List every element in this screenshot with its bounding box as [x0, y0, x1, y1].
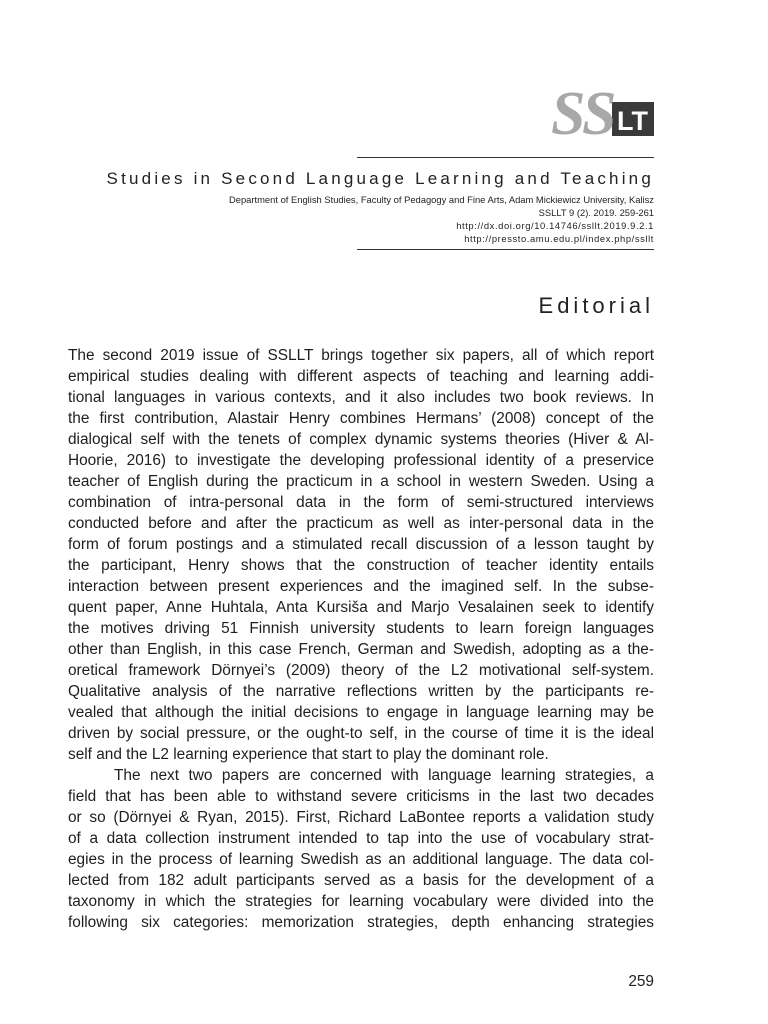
- text-line: field that has been able to withstand severe criticisms in the last two decades: [68, 788, 654, 805]
- section-title: Editorial: [538, 293, 654, 318]
- journal-url[interactable]: http://pressto.amu.edu.pl/index.php/ssllt: [464, 233, 654, 244]
- logo-lt-glyphs: LT: [617, 106, 648, 136]
- header-rule-bottom: [357, 249, 654, 250]
- text-line: The next two papers are concerned with language learning strategies, a: [114, 767, 654, 784]
- text-line: lected from 182 adult participants served as a basis for the development of a: [68, 872, 654, 889]
- text-line: interaction between present experiences and the imagined self. In the subse-: [68, 578, 654, 595]
- text-line: tional languages in various contexts, and it also includes two book reviews. In: [68, 389, 654, 406]
- logo-s-glyph-1: S: [551, 82, 586, 146]
- text-line: the motives driving 51 Finnish university students to learn foreign languages: [68, 620, 654, 637]
- text-line: The second 2019 issue of SSLLT brings together six papers, all of which report: [68, 347, 654, 364]
- text-line: of a data collection instrument intended to tap into the use of vocabulary strat-: [68, 830, 654, 847]
- ssllt-logo: [548, 82, 656, 146]
- editorial-body: [68, 345, 654, 933]
- text-line: empirical studies dealing with different aspects of teaching and learning addi-: [68, 368, 654, 385]
- text-line: driven by social pressure, or the ought-to self, in the course of time it is the ideal: [68, 725, 654, 742]
- text-line: other than English, in this case French, German and Swedish, adopting as a the-: [68, 641, 654, 658]
- text-line: vealed that although the initial decisions to engage in language learning may be: [68, 704, 654, 721]
- doi-link[interactable]: http://dx.doi.org/10.14746/ssllt.2019.9.2.1: [456, 220, 654, 231]
- text-line: self and the L2 learning experience that start to play the dominant role.: [68, 746, 549, 763]
- text-line: teacher of English during the practicum in a school in western Sweden. Using a: [68, 473, 654, 490]
- text-line: combination of intra-personal data in the form of semi-structured interviews: [68, 494, 654, 511]
- text-line: the participant, Henry shows that the construction of teacher identity entails: [68, 557, 654, 574]
- text-line: conducted before and after the practicum as well as inter-personal data in the: [68, 515, 654, 532]
- issue-info: SSLLT 9 (2). 2019. 259-261: [538, 207, 654, 218]
- header-rule-top: [357, 157, 654, 158]
- affiliation: Department of English Studies, Faculty of Pedagogy and Fine Arts, Adam Mickiewicz University, Kalisz: [228, 194, 654, 205]
- text-line: following six categories: memorization strategies, depth enhancing strategies: [68, 914, 654, 931]
- text-line: the first contribution, Alastair Henry combines Hermans’ (2008) concept of the: [68, 410, 654, 427]
- text-line: or so (Dörnyei & Ryan, 2015). First, Richard LaBontee reports a validation study: [68, 809, 654, 826]
- text-line: form of forum postings and a stimulated recall discussion of a lesson taught by: [68, 536, 654, 553]
- journal-title: Studies in Second Language Learning and Teaching: [106, 169, 654, 188]
- text-line: dialogical self with the tenets of complex dynamic systems theories (Hiver & Al-: [68, 431, 654, 448]
- text-line: Hoorie, 2016) to investigate the developing professional identity of a preservice: [68, 452, 654, 469]
- text-line: oretical framework Dörnyei’s (2009) theory of the L2 motivational self-system.: [68, 662, 654, 679]
- text-line: egies in the process of learning Swedish as an additional language. The data col-: [68, 851, 654, 868]
- logo-s-glyph-2: S: [582, 82, 617, 146]
- page-number: 259: [628, 973, 654, 990]
- text-line: Qualitative analysis of the narrative reflections written by the participants re-: [68, 683, 654, 700]
- text-line: quent paper, Anne Huhtala, Anta Kursiša and Marjo Vesalainen seek to identify: [68, 599, 654, 616]
- text-line: taxonomy in which the strategies for learning vocabulary were divided into the: [68, 893, 654, 910]
